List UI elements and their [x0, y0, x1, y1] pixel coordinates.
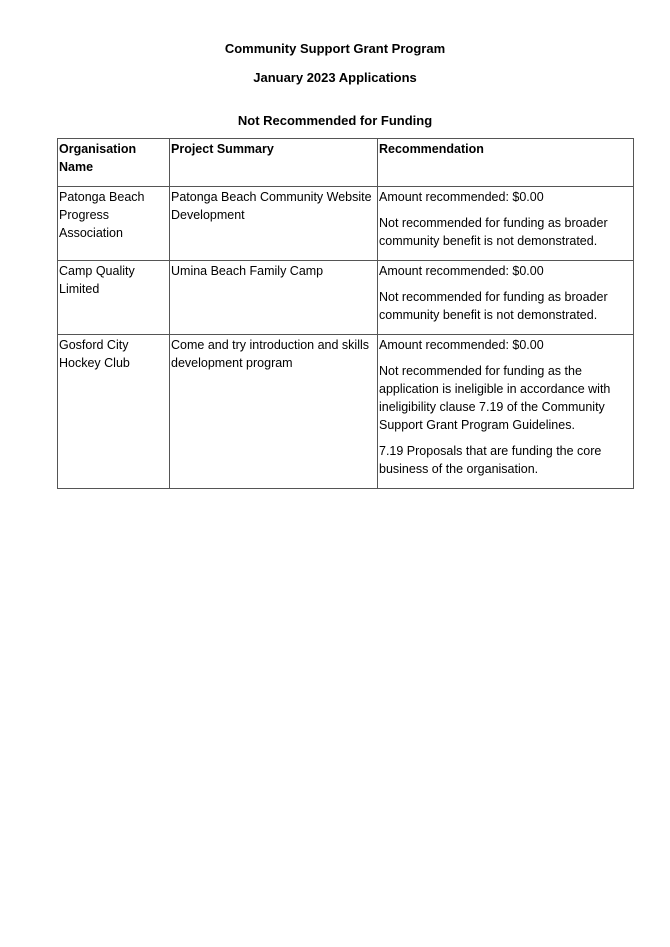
recommendation-reason: Not recommended for funding as the application is ineligible in accordance with ineligibility clause 7.19 of the Community Support Grant Program Guidelines.	[379, 364, 611, 432]
cell-project-summary: Umina Beach Family Camp	[170, 261, 378, 335]
header-recommendation: Recommendation	[378, 139, 634, 187]
applications-table	[57, 138, 634, 489]
recommendation-amount: Amount recommended: $0.00	[379, 264, 544, 278]
header-organisation: Organisation Name	[58, 139, 170, 187]
cell-recommendation	[378, 261, 634, 335]
cell-recommendation	[378, 335, 634, 489]
cell-project-summary: Patonga Beach Community Website Development	[170, 187, 378, 261]
document-subtitle: January 2023 Applications	[253, 70, 417, 85]
recommendation-clause: 7.19 Proposals that are funding the core business of the organisation.	[379, 444, 602, 476]
section-heading: Not Recommended for Funding	[237, 113, 433, 128]
table-header-row	[58, 139, 634, 187]
table-row	[58, 187, 634, 261]
cell-organisation: Patonga Beach Progress Association	[58, 187, 170, 261]
cell-organisation: Camp Quality Limited	[58, 261, 170, 335]
table-row	[58, 335, 634, 489]
table-row	[58, 261, 634, 335]
recommendation-amount: Amount recommended: $0.00	[379, 190, 544, 204]
header-project-summary: Project Summary	[170, 139, 378, 187]
cell-recommendation	[378, 187, 634, 261]
cell-project-summary: Come and try introduction and skills development program	[170, 335, 378, 489]
recommendation-reason: Not recommended for funding as broader community benefit is not demonstrated.	[379, 216, 608, 248]
cell-organisation: Gosford City Hockey Club	[58, 335, 170, 489]
document-title: Community Support Grant Program	[224, 41, 446, 56]
recommendation-reason: Not recommended for funding as broader community benefit is not demonstrated.	[379, 290, 608, 322]
recommendation-amount: Amount recommended: $0.00	[379, 338, 544, 352]
